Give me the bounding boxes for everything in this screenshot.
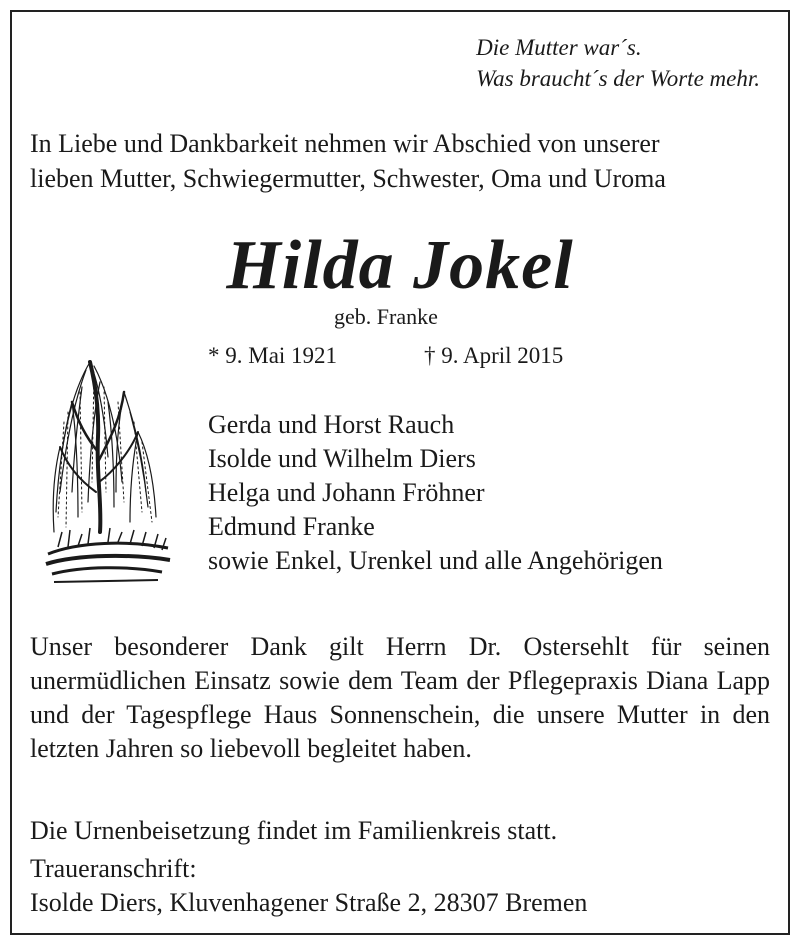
intro-line-2: lieben Mutter, Schwiegermutter, Schwester, Oma und Uroma bbox=[30, 164, 666, 193]
mourner: Edmund Franke bbox=[208, 512, 375, 541]
mourning-address bbox=[30, 852, 587, 920]
address-value: Isolde Diers, Kluvenhagener Straße 2, 28307 Bremen bbox=[30, 888, 588, 917]
birth-date: * 9. Mai 1921 bbox=[208, 343, 338, 368]
weeping-willow-icon bbox=[38, 342, 174, 592]
death-date: † 9. April 2015 bbox=[424, 343, 564, 368]
mourner: Helga und Johann Fröhner bbox=[208, 478, 485, 507]
urn-burial-note: Die Urnenbeisetzung findet im Familienkreis statt. bbox=[30, 816, 558, 845]
mourner: Gerda und Horst Rauch bbox=[208, 410, 455, 439]
motto bbox=[476, 32, 760, 94]
thanks-paragraph: Unser besonderer Dank gilt Herrn Dr. Ostersehlt für seinen unermüdlichen Einsatz sowie dem Team der Pflegepraxis Diana Lapp und der Tagespflege Haus Sonnenschein, die unsere Mutter in den letzten Jahren so liebevoll begleitet haben. bbox=[30, 632, 770, 763]
mourner: sowie Enkel, Urenkel und alle Angehörigen bbox=[208, 546, 663, 575]
intro-text bbox=[30, 126, 774, 196]
deceased-name: Hilda Jokel bbox=[226, 227, 574, 304]
intro-line-1: In Liebe und Dankbarkeit nehmen wir Abschied von unserer bbox=[30, 129, 660, 158]
obituary-frame bbox=[10, 10, 790, 935]
mourners-list bbox=[208, 408, 663, 578]
mourner: Isolde und Wilhelm Diers bbox=[208, 444, 476, 473]
motto-line-1: Die Mutter war´s. bbox=[476, 35, 642, 60]
address-label: Traueranschrift: bbox=[30, 854, 197, 883]
maiden-name: geb. Franke bbox=[334, 304, 438, 329]
motto-line-2: Was braucht´s der Worte mehr. bbox=[476, 66, 760, 91]
